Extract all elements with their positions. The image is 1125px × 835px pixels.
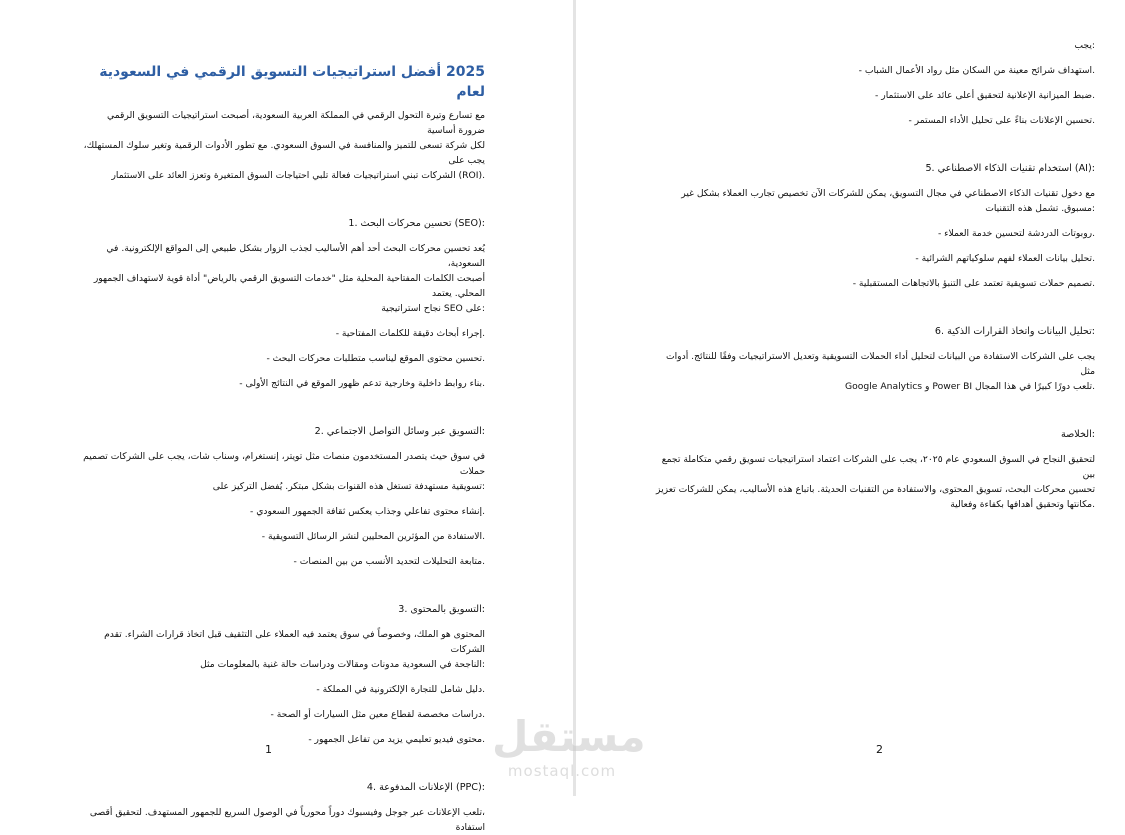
section-body-line: المحتوى هو الملك، وخصوصاً في سوق يعتمد فيه العملاء على التثقيف قبل اتخاذ قرارات الشراء. تقدم الشركات — [104, 629, 485, 655]
bullet-item: .دراسات مخصصة لقطاع معين مثل السيارات أو الصحة - — [270, 709, 485, 720]
section-body-line: مع دخول تقنيات الذكاء الاصطناعي في مجال التسويق، يمكن للشركات الآن تخصيص تجارب العملاء بشكل غير — [681, 188, 1095, 199]
page-number-2: 2 — [876, 743, 883, 756]
section-body-line: .مكانتها وتحقيق أهدافها بكفاءة وفعالية — [950, 499, 1095, 510]
bullet-item: .تحسين الإعلانات بناءً على تحليل الأداء المستمر - — [908, 115, 1095, 126]
page-number-1: 1 — [265, 743, 272, 756]
section-heading-data: :تحليل البيانات واتخاذ القرارات الذكية .6 — [934, 326, 1095, 337]
section-body-line: يُعد تحسين محركات البحث أحد أهم الأساليب لجذب الزوار بشكل طبيعي إلى المواقع الإلكترونية. في السعودية، — [106, 243, 485, 269]
document-page-2 — [576, 0, 1125, 796]
bullet-item: .متابعة التحليلات لتحديد الأنسب من بين المنصات - — [293, 556, 485, 567]
bullet-item: .محتوى فيديو تعليمي يزيد من تفاعل الجمهور - — [308, 734, 485, 745]
section-body-line: في سوق حيث يتصدر المستخدمون منصات مثل تويتر، إنستغرام، وسناب شات، يجب على الشركات تصميم حملات — [83, 451, 485, 477]
bullet-item: .بناء روابط داخلية وخارجية تدعم ظهور الموقع في النتائج الأولى - — [239, 378, 485, 389]
continuation-lead: :يجب — [1074, 40, 1095, 51]
bullet-item: .إجراء أبحاث دقيقة للكلمات المفتاحية - — [335, 328, 485, 339]
section-heading-seo: :(SEO) تحسين محركات البحث .1 — [348, 218, 485, 229]
document-title: 2025 أفضل استراتيجيات التسويق الرقمي في السعودية لعام — [99, 64, 485, 100]
section-body-line: .تلعب دورًا كبيرًا في هذا المجال Power BI و Google Analytics — [845, 381, 1095, 392]
watermark-arabic: مستقل — [492, 712, 646, 761]
bullet-item: .الاستفادة من المؤثرين المحليين لنشر الرسائل التسويقية - — [261, 531, 485, 542]
bullet-item: .ضبط الميزانية الإعلانية لتحقيق أعلى عائد على الاستثمار - — [875, 90, 1095, 101]
section-body-line: يجب على الشركات الاستفادة من البيانات لتحليل أداء الحملات التسويقية وتعديل الاستراتيجيات وفقًا للنتائج. أدوات مثل — [665, 351, 1095, 377]
section-body-line: تحسين محركات البحث، تسويق المحتوى، والاستفادة من التقنيات الحديثة. باتباع هذه الأساليب، يمكن للشركات تعزيز — [656, 484, 1095, 495]
bullet-item: .دليل شامل للتجارة الإلكترونية في المملكة - — [316, 684, 485, 695]
section-body-line: :على SEO نجاح استراتيجية — [381, 303, 485, 314]
bullet-item: .استهداف شرائح معينة من السكان مثل رواد الأعمال الشباب - — [858, 65, 1095, 76]
section-body-line: :الناجحة في السعودية مدونات ومقالات ودراسات حالة غنية بالمعلومات مثل — [200, 659, 485, 670]
intro-line: لكل شركة تسعى للتميز والمنافسة في السوق السعودي. مع تطور الأدوات الرقمية وتغير سلوك المستهلك، يجب على — [83, 140, 485, 166]
section-body-line: :مسبوق. تشمل هذه التقنيات — [985, 203, 1095, 214]
section-body-line: ،تلعب الإعلانات عبر جوجل وفيسبوك دوراً محورياً في الوصول السريع للجمهور المستهدف. لتحقيق أقصى استفادة — [89, 807, 485, 833]
bullet-item: .تحليل بيانات العملاء لفهم سلوكياتهم الشرائية - — [915, 253, 1095, 264]
section-body-line: أصبحت الكلمات المفتاحية المحلية مثل "خدمات التسويق الرقمي بالرياض" أداة قوية لاستهداف الجمهور المحلي. يعتمد — [93, 273, 485, 299]
section-heading-conclusion: :الخلاصة — [1060, 429, 1095, 440]
bullet-item: .إنشاء محتوى تفاعلي وجذاب يعكس ثقافة الجمهور السعودي - — [249, 506, 485, 517]
bullet-item: .تحسين محتوى الموقع ليناسب متطلبات محركات البحث - — [266, 353, 485, 364]
intro-line: مع تسارع وتيرة التحول الرقمي في المملكة العربية السعودية، أصبحت استراتيجيات التسويق الرقمي ضرورة أساسية — [107, 110, 485, 136]
watermark-latin: mostaql.com — [507, 762, 617, 780]
section-heading-content: :التسويق بالمحتوى .3 — [398, 604, 485, 615]
section-heading-ppc: :(PPC) الإعلانات المدفوعة .4 — [366, 782, 485, 793]
section-body-line: لتحقيق النجاح في السوق السعودي عام ٢٠٢٥، يجب على الشركات اعتماد استراتيجيات تسويق رقمي متكاملة تجمع بين — [661, 454, 1095, 480]
section-heading-ai: :(AI) استخدام تقنيات الذكاء الاصطناعي .5 — [925, 163, 1095, 174]
bullet-item: .تصميم حملات تسويقية تعتمد على التنبؤ بالاتجاهات المستقبلية - — [852, 278, 1095, 289]
mostaql-watermark — [492, 712, 646, 786]
intro-line: .(ROI) الشركات تبني استراتيجيات فعالة تلبي احتياجات السوق المتغيرة وتعزز العائد على الاستثمار — [111, 170, 485, 181]
bullet-item: .روبوتات الدردشة لتحسين خدمة العملاء - — [937, 228, 1095, 239]
section-heading-social: :التسويق عبر وسائل التواصل الاجتماعي .2 — [314, 426, 485, 437]
section-body-line: :تسويقية مستهدفة تستغل هذه القنوات بشكل مبتكر. يُفضل التركيز على — [212, 481, 485, 492]
